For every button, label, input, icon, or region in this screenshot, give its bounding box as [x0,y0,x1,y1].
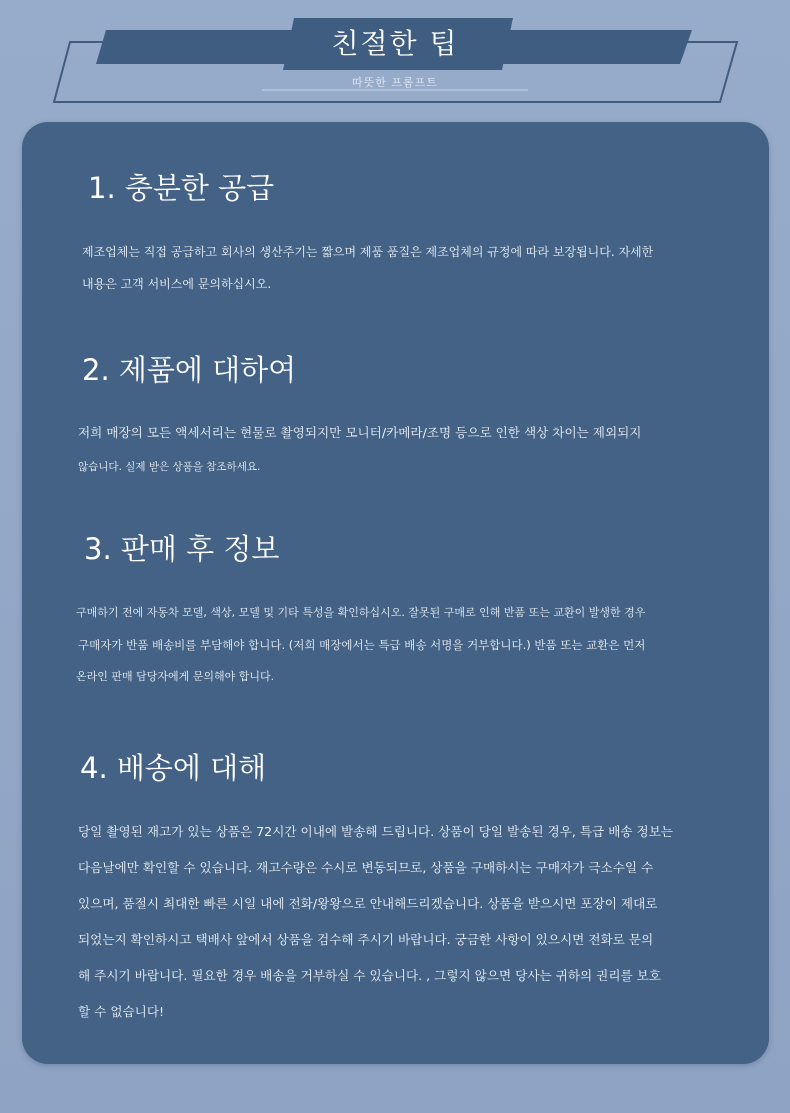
section-line: 구매자가 반품 배송비를 부담해야 합니다. (저희 매장에서는 특급 배송 서명을 거부합니다.) 반품 또는 교환은 먼저 [78,638,646,652]
section-heading: 3. 판매 후 정보 [84,532,280,566]
section-line: 구매하기 전에 자동차 모델, 색상, 모델 및 기타 특성을 확인하십시오. 잘못된 구매로 인해 반품 또는 교환이 발생한 경우 [76,606,646,619]
header-banner [0,0,790,110]
section-line: 온라인 판매 담당자에게 문의해야 합니다. [76,670,275,683]
section-line: 제조업체는 직접 공급하고 회사의 생산주기는 짧으며 제품 품질은 제조업체의 규정에 따라 보장됩니다. 자세한 [82,245,654,259]
section-line: 되었는지 확인하시고 택배사 앞에서 상품을 검수해 주시기 바랍니다. 궁금한 사항이 있으시면 전화로 문의 [78,932,654,947]
section-line: 당일 촬영된 재고가 있는 상품은 72시간 이내에 발송해 드립니다. 상품이 당일 발송된 경우, 특급 배송 정보는 [78,824,674,839]
section-heading: 2. 제품에 대하여 [82,353,297,387]
section-body [82,236,653,300]
section-heading: 4. 배송에 대해 [80,751,267,785]
page-title: 친절한 팁 [331,27,459,60]
section-line: 저희 매장의 모든 액세서리는 현물로 촬영되지만 모니터/카메라/조명 등으로 인한 색상 차이는 제외되지 [78,425,642,440]
section-line: 해 주시기 바랍니다. 필요한 경우 배송을 거부하실 수 있습니다. , 그렇지 않으면 당사는 귀하의 권리를 보호 [78,968,662,983]
section-line: 않습니다. 실제 받은 상품을 참조하세요. [78,461,261,473]
section-line: 다음날에만 확인할 수 있습니다. 재고수량은 수시로 변동되므로, 상품을 구매하시는 구매자가 극소수일 수 [78,860,654,875]
tips-panel [22,122,769,1064]
section-line: 있으며, 품절시 최대한 빠른 시일 내에 전화/왕왕으로 안내해드리겠습니다. 상품을 받으시면 포장이 제대로 [78,896,658,911]
section-heading: 1. 충분한 공급 [88,171,275,205]
section-body [78,814,673,1030]
page-subtitle: 따뜻한 프롬프트 [352,76,438,89]
section-line: 할 수 없습니다! [78,1004,165,1019]
section-body [76,597,645,693]
section-body [78,416,641,484]
section-line: 내용은 고객 서비스에 문의하십시오. [82,277,272,291]
